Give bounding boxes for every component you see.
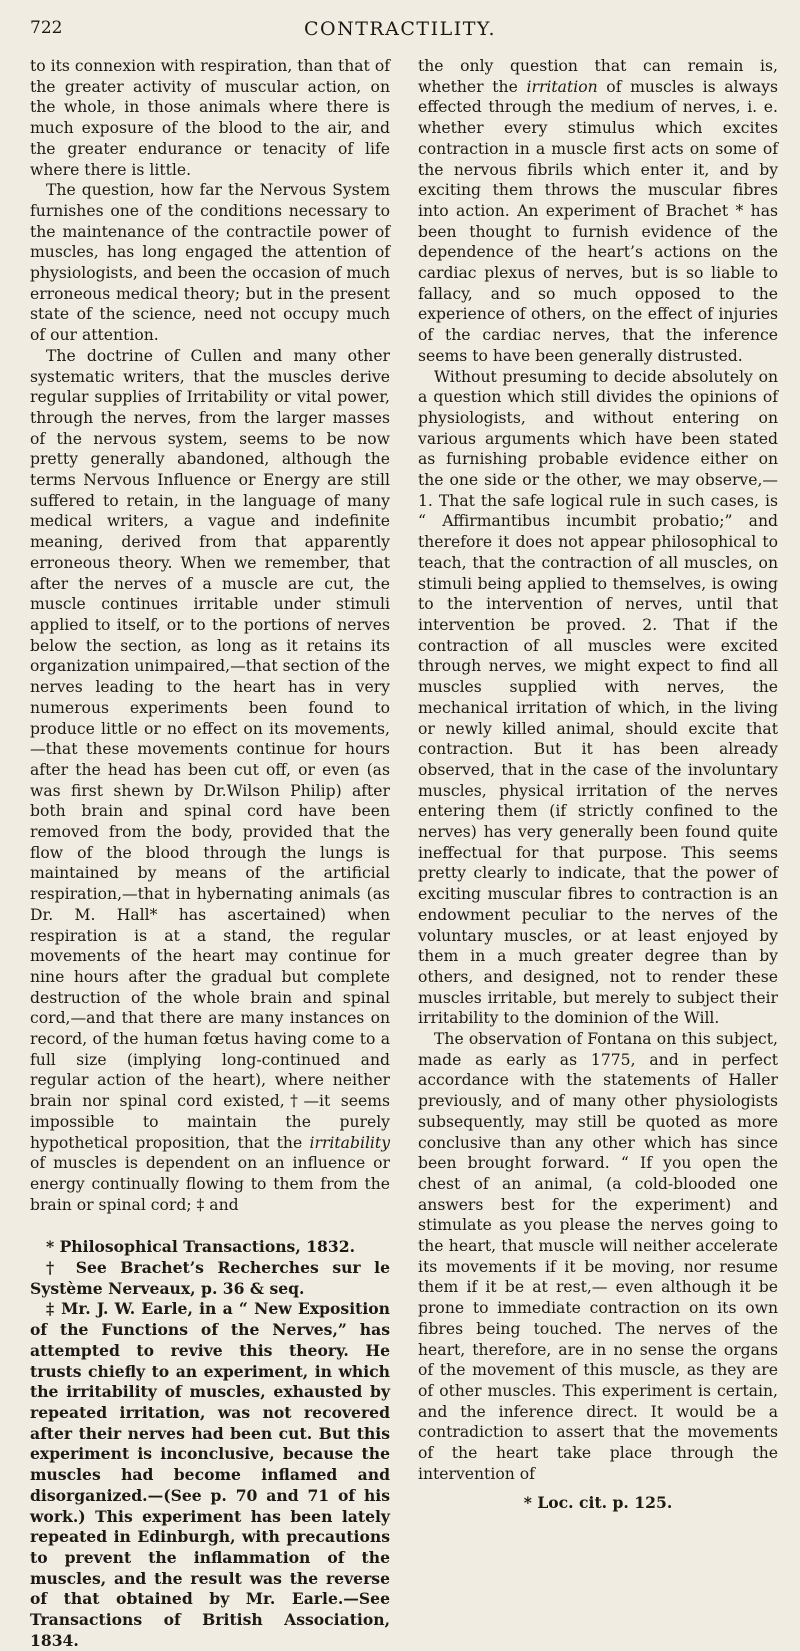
running-head: CONTRACTILITY. xyxy=(303,18,497,40)
footnote: ‡ Mr. J. W. Earle, in a “ New Exposition of the Functions of the Nerves,” has attempted to revive this theory. He trusts chiefly to an experiment, in which the irritability of muscles, exhausted by repeated irritation, was not recovered after their nerves had been cut. But this experiment is inconclusive, because the muscles had become inflamed and disorganized.—(See p. 70 and 71 of his work.) This experiment has been lately repeated in Edinburgh, with precautions to prevent the inflammation of the muscles, and the result was the reverse of that obtained by Mr. Earle.—See Transactions of British Association, 1834. xyxy=(30,1299,390,1650)
paragraph: Without presuming to decide absolutely on a question which still divides the opinions of physiologists, and without entering on various arguments which have been stated as furnishing probable evidence either on the one side or the other, we may observe,— 1. That the safe logical rule in such cases, is “ Affirmantibus incumbit probatio;” and therefore it does not appear philosophical to teach, that the contraction of all muscles, on stimuli being applied to themselves, is owing to the intervention of nerves, until that intervention be proved. 2. That if the contraction of all muscles were excited through nerves, we might expect to find all muscles supplied with nerves, the mechanical irritation of which, in the living or newly killed animal, should excite that contraction. But it has been already observed, that in the case of the involuntary muscles, physical irritation of the nerves entering them (if strictly confined to the nerves) has very generally been found quite ineffectual for that purpose. This seems pretty clearly to indicate, that the power of exciting muscular fibres to contraction is an endowment peculiar to the nerves of the voluntary muscles, or at least enjoyed by them in a much greater degree than by others, and designed, not to render these muscles irritable, but merely to subject their irritability to the dominion of the Will. xyxy=(418,367,778,1028)
paragraph: The question, how far the Nervous System furnishes one of the conditions necessary to the maintenance of the contractile power of muscles, has long engaged the attention of physiologists, and been the occasion of much erroneous medical theory; but in the present state of the science, need not occupy much of our attention. xyxy=(30,181,390,345)
italic-term: irritability xyxy=(309,1133,390,1152)
right-column xyxy=(418,56,778,1513)
footnote: * Loc. cit. p. 125. xyxy=(523,1492,673,1512)
paragraph-text: of muscles is always effected through the medium of nerves, i. e. whether every stimulus which excites contraction in a muscle first acts on some of the nervous fibrils which enter it, and by exciting them throws the muscular fibres into action. An experiment of Brachet * has been thought to furnish evidence of the dependence of the heart’s actions on the cardiac plexus of nerves, but is so liable to fallacy, and so much opposed to the experience of others, on the effect of injuries of the cardiac nerves, that the inference seems to have been generally distrusted. xyxy=(418,77,778,365)
paragraph xyxy=(418,56,778,367)
footnote: † See Brachet’s Recherches sur le Système Nerveaux, p. 36 & seq. xyxy=(30,1258,390,1298)
paragraph-text: The doctrine of Cullen and many other systematic writers, that the muscles derive regular supplies of Irritability or vital power, through the nerves, from the larger masses of the nervous system, seems to be now pretty generally abandoned, although the terms Nervous Influence or Energy are still suffered to retain, in the language of many medical writers, a vague and indefinite meaning, derived from that apparently erroneous theory. When we remember, that after the nerves of a muscle are cut, the muscle continues irritable under stimuli applied to itself, or to the portions of nerves below the section, as long as it retains its organization unimpaired,—that section of the nerves leading to the heart has in very numerous experiments been found to produce little or no effect on its movements,—that these movements continue for hours after the head has been cut off, or even (as was first shewn by Dr.Wilson Philip) after both brain and spinal cord have been removed from the body, provided that the flow of the blood through the lungs is maintained by means of the artificial respiration,—that in hybernating animals (as Dr. M. Hall* has ascertained) when respiration is at a stand, the regular movements of the heart may continue for nine hours after the gradual but complete destruction of the whole brain and spinal cord,—and that there are many instances on record, of the human fœtus having come to a full size (implying long-continued and regular action of the heart), where neither brain nor spinal cord existed,†—it seems impossible to maintain the purely hypothetical proposition, that the xyxy=(30,346,390,1152)
paragraph-text: the only question that can remain is, whether the xyxy=(418,57,778,96)
paragraph: The observation of Fontana on this subject, made as early as 1775, and in perfect accordance with the statements of Haller previously, and of many other physiologists subsequently, may still be quoted as more conclusive than any other which has since been brought forward. “ If you open the chest of an animal, (a cold-blooded one answers best for the experiment) and stimulate as you please the nerves going to the heart, that muscle will neither accelerate its movements if it be moving, nor resume them if it be at rest,— even although it be prone to immediate contraction on its own fibres being touched. The nerves of the heart, therefore, are in no sense the organs of the movement of this muscle, as they are of other muscles. This experiment is certain, and the inference direct. It would be a contradiction to assert that the movements of the heart take place through the intervention of xyxy=(418,1030,778,1483)
paragraph-text: of muscles is dependent on an influence or energy continually flowing to them from the brain or spinal cord; ‡ and xyxy=(30,1154,390,1214)
footnote: * Philosophical Transactions, 1832. xyxy=(46,1237,356,1257)
left-column xyxy=(30,56,390,1651)
paragraph xyxy=(30,346,390,1216)
paragraph: to its connexion with respiration, than that of the greater activity of muscular action, on the whole, in those animals where there is much exposure of the blood to the air, and the greater endurance or tenacity of life where there is little. xyxy=(30,57,390,179)
italic-term: irritation xyxy=(526,77,598,96)
page-header xyxy=(30,6,770,54)
page-number: 722 xyxy=(30,18,63,38)
